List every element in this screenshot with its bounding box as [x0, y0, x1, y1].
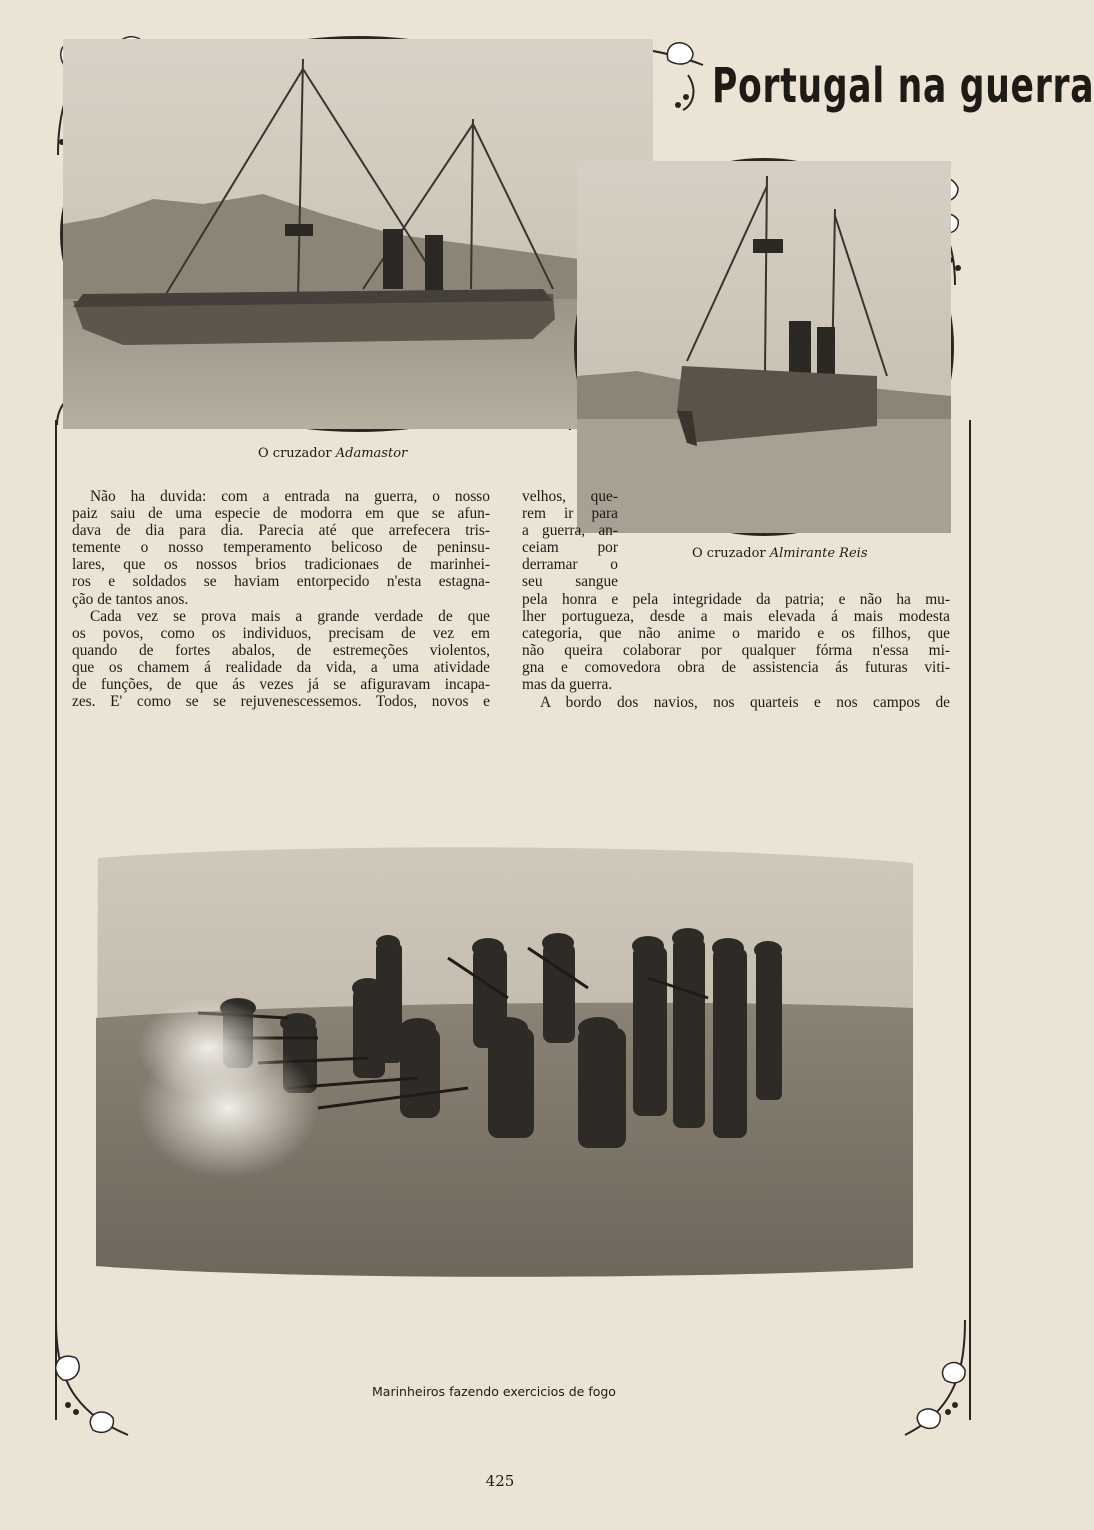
page-number: 425 — [485, 1472, 515, 1490]
caption-adamastor: O cruzador Adamastor — [258, 446, 408, 461]
text-line: categoria, que não anime o marido e os filhos, que — [522, 625, 950, 643]
text-line: dava de dia para dia. Parecia até que arrefecera tris- — [72, 522, 490, 540]
text-line: que os chamem á realidade da vida, a uma atividade — [72, 658, 490, 676]
text-line: temente o nosso temperamento belicoso de peninsu- — [72, 539, 490, 557]
photo-cruiser-adamastor — [60, 36, 656, 432]
text-line: velhos, que- — [522, 488, 618, 505]
text-line: paiz saiu de uma especie de modorra em que se afun- — [72, 505, 490, 523]
ship-name-almirante-reis: Almirante Reis — [769, 546, 868, 561]
text-line: Cada vez se prova mais a grande verdade de que — [90, 607, 490, 625]
text-line: ceiam por — [522, 539, 618, 557]
text-line: A bordo dos navios, nos quarteis e nos campos de — [540, 693, 950, 711]
text-line: de funções, de que ás vezes já se afiguravam incapa- — [72, 676, 490, 694]
text-line: mas da guerra. — [522, 676, 613, 694]
caption-photo-sailors: Marinheiros fazendo exercicios de fogo — [372, 1384, 616, 1399]
text-line: rem ir para — [522, 505, 618, 523]
text-line: quando de fortes abalos, de estremeções violentos, — [72, 641, 490, 659]
text-line: zes. E' como se se rejuvenescessemos. Todos, novos e — [72, 693, 490, 711]
text-line: ros e soldados se haviam entorpecido n'esta estagna- — [72, 573, 490, 591]
photo-cruiser-almirante-reis — [574, 158, 954, 536]
text-line: pela honra e pela integridade da patria; e não ha mu- — [522, 591, 950, 608]
article-left-column — [72, 488, 490, 710]
floral-ornament-bottom-left — [48, 1320, 138, 1450]
floral-ornament-bottom-right — [900, 1320, 975, 1450]
text-line: derramar o — [522, 556, 618, 574]
article-right-column — [522, 591, 950, 711]
text-line: lher portugueza, desde a mais elevada á mais modesta — [522, 608, 950, 626]
text-line: lares, que os nossos brios tradicionaes de marinhei- — [72, 556, 490, 574]
text-line: a guerra, an- — [522, 522, 618, 540]
text-line: Não ha duvida: com a entrada na guerra, o nosso — [90, 488, 490, 505]
caption-almirante-reis: O cruzador Almirante Reis — [692, 546, 868, 561]
photo-sailors-firing-exercise — [88, 838, 918, 1280]
text-line: os povos, como os individuos, precisam de vez em — [72, 624, 490, 642]
article-right-narrow — [522, 488, 618, 591]
text-line: não queira colaborar por qualquer fórma n'essa mi- — [522, 642, 950, 660]
text-line: gna e comovedora obra de assistencia ás futuras viti- — [522, 659, 950, 677]
text-line: seu sangue — [522, 573, 618, 591]
page-title: Portugal na guerra — [712, 58, 1094, 114]
ship-name-adamastor: Adamastor — [335, 446, 408, 461]
text-line: ção de tantos anos. — [72, 590, 189, 608]
